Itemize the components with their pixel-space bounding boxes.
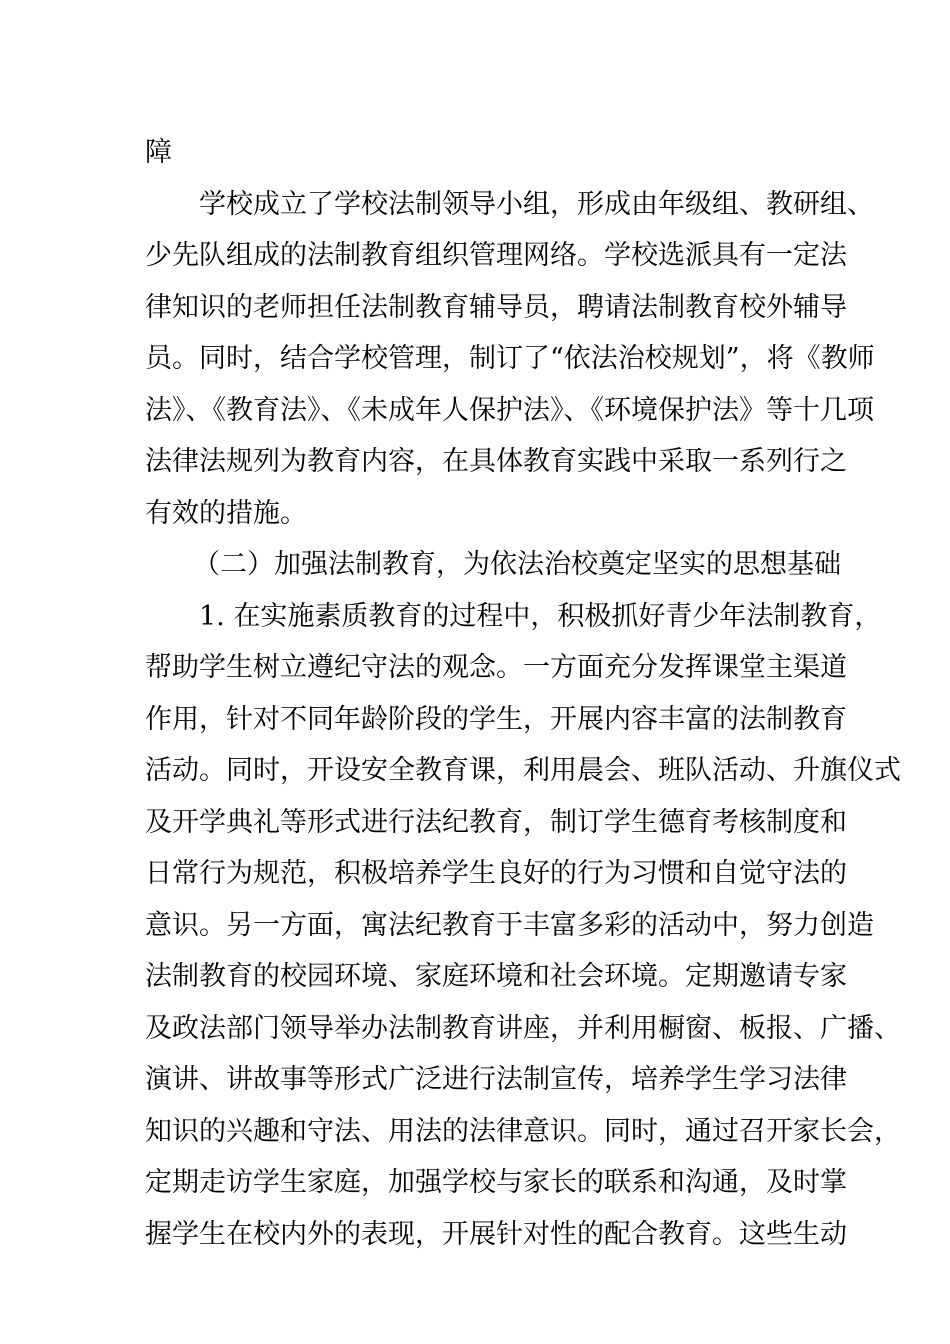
text-line: 活动。同时，开设安全教育课，利用晨会、班队活动、升旗仪式 xyxy=(145,755,901,786)
section-heading: （二）加强法制教育，为依法治校奠定坚实的思想基础 xyxy=(193,549,841,580)
text-line: 有效的措施。 xyxy=(145,497,307,529)
text-line: 帮助学生树立遵纪守法的观念。一方面充分发挥课堂主渠道 xyxy=(145,652,847,683)
text-line: 法律法规列为教育内容，在具体教育实践中采取一系列行之 xyxy=(145,446,847,477)
text-line: 法制教育的校园环境、家庭环境和社会环境。定期邀请专家 xyxy=(145,961,847,992)
text-line: 定期走访学生家庭，加强学校与家长的联系和沟通，及时掌 xyxy=(145,1167,847,1198)
text-line: 少先队组成的法制教育组织管理网络。学校选派具有一定法 xyxy=(145,240,847,271)
text-line: 握学生在校内外的表现，开展针对性的配合教育。这些生动 xyxy=(145,1218,847,1250)
text-line: 意识。另一方面，寓法纪教育于丰富多彩的活动中，努力创造 xyxy=(145,909,874,941)
text-line: 作用，针对不同年龄阶段的学生，开展内容丰富的法制教育 xyxy=(145,703,847,735)
text-line: 及开学典礼等形式进行法纪教育，制订学生德育考核制度和 xyxy=(145,806,847,838)
paragraph-first-line: 1. 在实施素质教育的过程中，积极抓好青少年法制教育， xyxy=(199,600,882,632)
paragraph-first-line: 学校成立了学校法制领导小组，形成由年级组、教研组、 xyxy=(199,188,874,220)
text-line: 障 xyxy=(145,137,172,168)
text-line: 知识的兴趣和守法、用法的法律意识。同时，通过召开家长会， xyxy=(145,1115,901,1147)
text-line: 律知识的老师担任法制教育辅导员，聘请法制教育校外辅导 xyxy=(145,291,847,323)
text-line: 日常行为规范，积极培养学生良好的行为习惯和自觉守法的 xyxy=(145,858,847,889)
text-line: 法》、《教育法》、《未成年人保护法》、《环境保护法》等十几项 xyxy=(145,394,874,426)
text-line: 及政法部门领导举办法制教育讲座，并利用橱窗、板报、广播、 xyxy=(145,1012,901,1044)
text-line: 员。同时，结合学校管理，制订了“依法治校规划”，将《教师 xyxy=(145,343,875,374)
text-line: 演讲、讲故事等形式广泛进行法制宣传，培养学生学习法律 xyxy=(145,1064,847,1095)
body-text xyxy=(145,127,901,1260)
